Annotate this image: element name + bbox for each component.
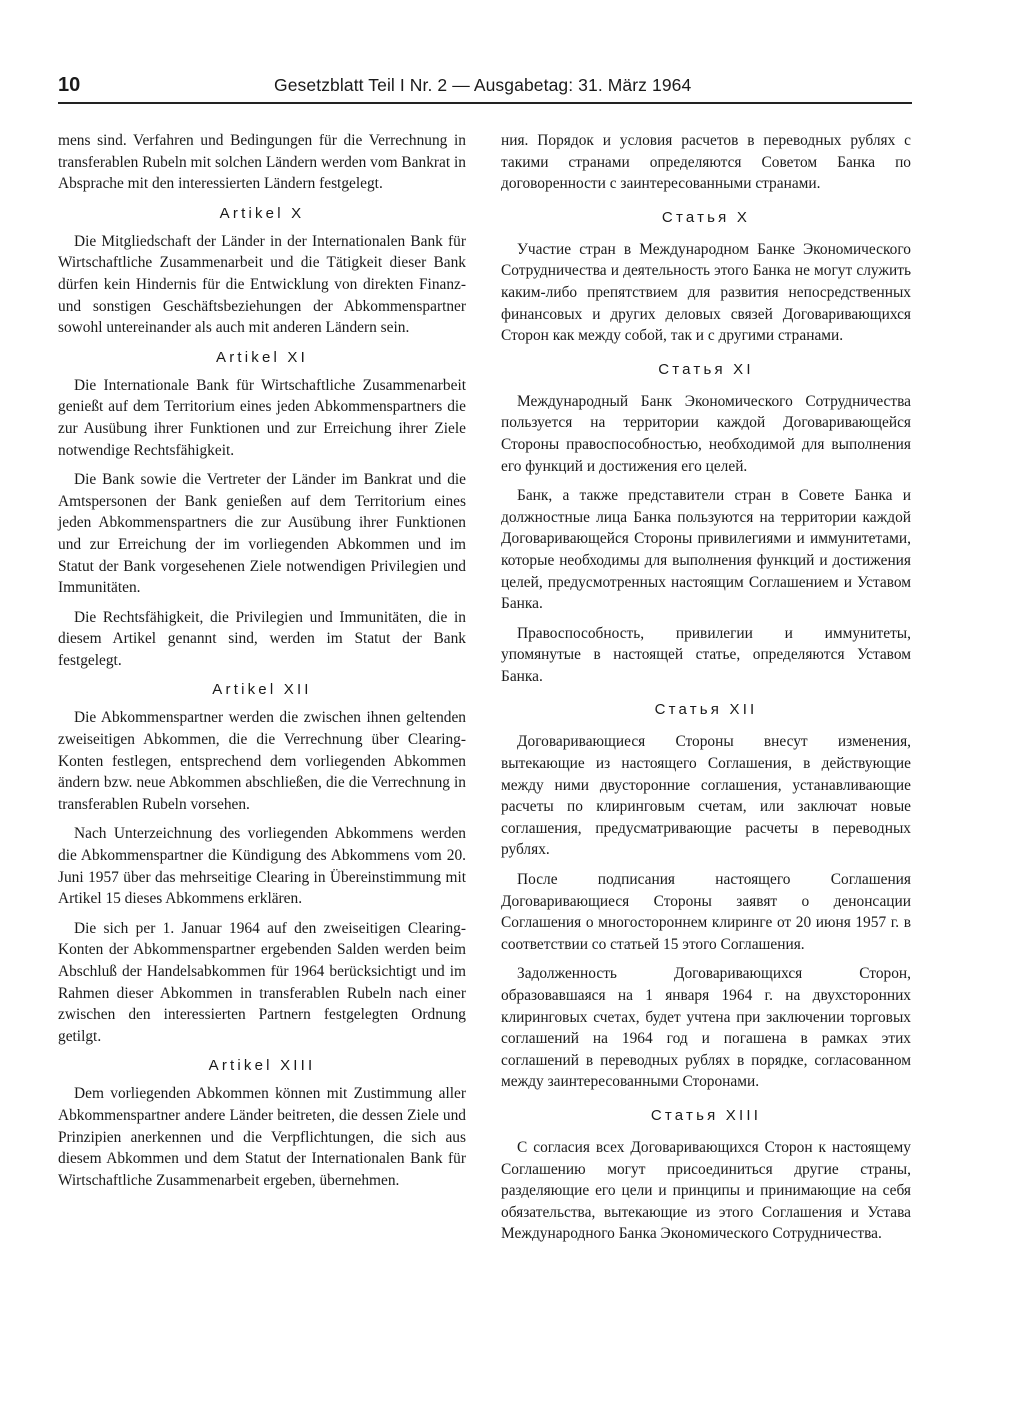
paragraph: Участие стран в Международном Банке Экономического Сотрудничества и деятельность этого Банка не могут служить каким-либо препятствием для развития непосредственных финансовых и других деловых связей Договаривающихся Сторон как между собой, так и с другими странами. — [501, 240, 911, 345]
article-heading: Статья XII — [654, 701, 758, 719]
paragraph: Die Rechtsfähigkeit, die Privilegien und Immunitäten, die in diesem Artikel genannt sind, werden im Statut der Bank festgelegt. — [58, 608, 466, 669]
paragraph: С согласия всех Договаривающихся Сторон к настоящему Соглашению могут присоединиться другие страны, разделяющие его цели и принципы и принимающие на себя обязательства, вытекающие из этого Соглашения и Устава Международного Банка Экономического Сотрудничества. — [501, 1138, 911, 1243]
paragraph: Договаривающиеся Стороны внесут изменения, вытекающие из настоящего Соглашения, в действующие между ними двусторонние соглашения, устанавливающие расчеты по клиринговым счетам, или заключат новые соглашения, предусматривающие расчеты в переводных рублях. — [501, 733, 911, 859]
paragraph: Die Internationale Bank für Wirtschaftliche Zusammenarbeit genießt auf dem Territorium eines jeden Abkommenspartners die zur Ausübung ihrer Funktionen und zur Erreichung ihrer Ziele notwendige Rechtsfähigkeit. — [58, 376, 466, 459]
article-heading: Artikel X — [219, 204, 305, 222]
article-heading: Artikel XI — [215, 348, 308, 366]
paragraph: Die Bank sowie die Vertreter der Länder im Bankrat und die Amtspersonen der Bank genießen auf dem Territorium eines jeden Abkommenspartners die zur Ausübung ihrer Funktionen und zur Erreichung der im vorliegenden Abkommen und im Statut der Bank vorgesehenen Ziele notwendigen Privilegien und Immunitäten. — [58, 471, 466, 597]
russian-column — [501, 130, 911, 1253]
paragraph: Die Abkommenspartner werden die zwischen ihnen geltenden zweiseitigen Abkommen, die die Verrechnung über Clearing-Konten festlegen, entsprechend dem vorliegenden Abkommen ändern bzw. neue Abkommen abschließen, die die Verrechnung in transferablen Rubeln vorsehen. — [58, 709, 466, 813]
paragraph: Банк, а также представители стран в Совете Банка и должностные лица Банка пользуются на территории каждой Договаривающейся Стороны привилегиями и иммунитетами, которые необходимы для выполнения функций и достижения целей, предусмотренных настоящим Соглашением и Уставом Банка. — [501, 487, 911, 613]
paragraph: Правоспособность, привилегии и иммунитеты, упомянутые в настоящей статье, определяются Уставом Банка. — [501, 624, 911, 685]
article-heading: Статья XI — [658, 360, 754, 378]
continued-paragraph: ния. Порядок и условия расчетов в переводных рублях с такими странами определяются Советом Банка по договоренности с заинтересованными странами. — [501, 132, 911, 193]
article-heading: Artikel XIII — [208, 1057, 316, 1075]
running-title: Gesetzblatt Teil I Nr. 2 — Ausgabetag: 31. März 1964 — [274, 75, 692, 95]
article-heading: Artikel XII — [212, 681, 312, 699]
page-header — [58, 72, 912, 104]
page-number: 10 — [58, 74, 81, 96]
paragraph: Международный Банк Экономического Сотрудничества пользуется на территории каждой Договаривающейся Стороны правоспособностью, необходимой для выполнения его функций и достижения его целей. — [501, 392, 911, 475]
paragraph: Dem vorliegenden Abkommen können mit Zustimmung aller Abkommenspartner andere Länder beitreten, die dessen Ziele und Prinzipien anerkennen und die Verpflichtungen, die sich aus diesem Abkommen und dem Statut der Internationalen Bank für Wirtschaftliche Zusammenarbeit ergeben, übernehmen. — [58, 1085, 466, 1189]
paragraph: После подписания настоящего Соглашения Договаривающиеся Стороны заявят о денонсации Соглашения о многостороннем клиринге от 20 июня 1957 г. в соответствии со статьей 15 этого Соглашения. — [501, 871, 911, 953]
paragraph: Nach Unterzeichnung des vorliegenden Abkommens werden die Abkommenspartner die Kündigung des Abkommens vom 20. Juni 1957 über das mehrseitige Clearing in Übereinstimmung mit Artikel 15 dieses Abkommens erklären. — [58, 825, 466, 908]
german-column — [58, 130, 466, 1199]
article-heading: Статья X — [661, 208, 751, 226]
paragraph: Задолженность Договаривающихся Сторон, образовавшаяся на 1 января 1964 г. на двухсторонних клиринговых счетах, будет учтена при заключении торговых соглашений на 1964 год и погашена в рамках этих соглашений в переводных рублях в порядке, согласованном между заинтересованными Сторонами. — [501, 965, 911, 1091]
paragraph: Die Mitgliedschaft der Länder in der Internationalen Bank für Wirtschaftliche Zusammenarbeit und die Tätigkeit dieser Bank dürfen kein Hindernis für die Entwicklung von direkten Finanz- und sonstigen Geschäftsbeziehungen der Abkommenspartner sowohl untereinander als auch mit anderen Ländern sein. — [58, 232, 466, 337]
article-heading: Статья XIII — [650, 1106, 762, 1124]
paragraph: Die sich per 1. Januar 1964 auf den zweiseitigen Clearing-Konten der Abkommenspartner ergebenden Salden werden beim Abschluß der Handelsabkommen für 1964 berücksichtigt und im Rahmen dieser Abkommen in transferablen Rubeln nach einer zwischen den interessierten Partnern festgelegten Ordnung getilgt. — [58, 919, 466, 1045]
continued-paragraph: mens sind. Verfahren und Bedingungen für die Verrechnung in transferablen Rubeln mit solchen Ländern werden vom Bankrat in Absprache mit den interessierten Ländern festgelegt. — [58, 132, 466, 193]
